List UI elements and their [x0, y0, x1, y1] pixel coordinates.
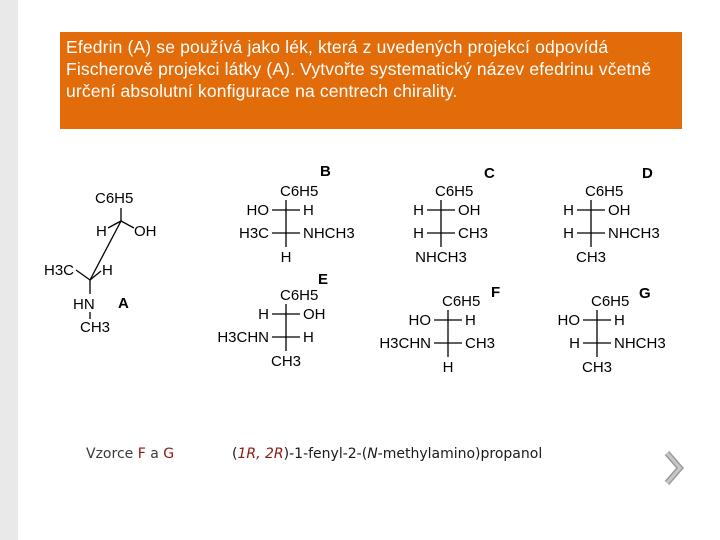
proj-bottom: CH3	[270, 353, 302, 370]
answer-formulas: Vzorce F a G	[86, 446, 175, 462]
a-top: C6H5	[95, 190, 134, 207]
proj-r2-right: NHCH3	[614, 335, 666, 352]
a-lower-left: H3C	[44, 262, 75, 279]
proj-r1-right: OH	[303, 306, 326, 323]
proj-r2-left: H3C	[238, 225, 269, 242]
proj-r1-right: OH	[458, 202, 481, 219]
proj-r1-left: HO	[557, 312, 580, 329]
proj-r1-right: OH	[608, 202, 631, 219]
proj-label: F	[491, 284, 501, 301]
proj-bottom: H	[280, 249, 292, 266]
proj-label: E	[318, 271, 329, 288]
a-bottom: CH3	[80, 319, 111, 336]
proj-r2-left: H3CHN	[217, 329, 269, 346]
proj-top: C6H5	[591, 293, 630, 310]
a-upper-right: OH	[134, 223, 157, 240]
projection-b	[239, 163, 355, 266]
proj-r1-left: H	[563, 202, 574, 219]
config-label: 1R, 2R	[237, 446, 284, 462]
proj-r2-right: CH3	[465, 335, 496, 352]
proj-label: G	[639, 285, 651, 302]
proj-bottom: CH3	[581, 359, 613, 376]
systematic-name: (1R, 2R)-1-fenyl-2-(N-methylamino)propanol	[232, 446, 543, 462]
proj-r2-right: CH3	[458, 225, 489, 242]
proj-top: C6H5	[280, 287, 319, 304]
proj-label: B	[320, 163, 331, 180]
proj-r1-right: H	[465, 312, 476, 329]
proj-r1-left: HO	[246, 202, 269, 219]
proj-r1-left: H	[258, 306, 269, 323]
projection-g	[558, 285, 666, 376]
question-text: Efedrin (A) se používá jako lék, která z uvedených projekcí odpovídá Fischerově projekci látky (A). Vytvořte systematický název efedrinu včetně určení absolutní konfigurace na centrech chirality.	[66, 37, 652, 101]
proj-r2-right: H	[303, 329, 314, 346]
molecule-a	[44, 190, 157, 336]
a-upper-left: H	[96, 223, 107, 240]
proj-r2-left: H	[563, 225, 574, 242]
proj-r2-right: NHCH3	[608, 225, 660, 242]
projection-d	[563, 165, 660, 266]
chevron-right-icon[interactable]	[662, 450, 686, 486]
proj-r1-right: H	[303, 202, 314, 219]
proj-bottom: NHCH3	[415, 249, 467, 266]
a-nitrogen: HN	[73, 296, 95, 313]
proj-r1-left: HO	[408, 312, 431, 329]
proj-bottom: H	[442, 359, 454, 376]
proj-top: C6H5	[585, 183, 624, 200]
proj-r1-right: H	[614, 312, 625, 329]
proj-label: D	[642, 165, 653, 182]
fischer-projections	[217, 163, 665, 376]
proj-bottom: CH3	[575, 249, 607, 266]
projection-f	[379, 284, 500, 376]
proj-r2-left: H	[569, 335, 580, 352]
proj-top: C6H5	[442, 293, 481, 310]
proj-top: C6H5	[280, 183, 319, 200]
projection-e	[217, 271, 328, 370]
proj-r2-left: H	[413, 225, 424, 242]
proj-label: C	[484, 165, 495, 182]
a-label: A	[118, 295, 129, 312]
proj-r2-left: H3CHN	[379, 335, 431, 352]
projection-c	[413, 165, 495, 266]
proj-r1-left: H	[413, 202, 424, 219]
a-lower-right: H	[102, 262, 113, 279]
proj-r2-right: NHCH3	[303, 225, 355, 242]
proj-top: C6H5	[435, 183, 474, 200]
answer-first: F	[137, 446, 146, 462]
answer-second: G	[163, 446, 175, 462]
